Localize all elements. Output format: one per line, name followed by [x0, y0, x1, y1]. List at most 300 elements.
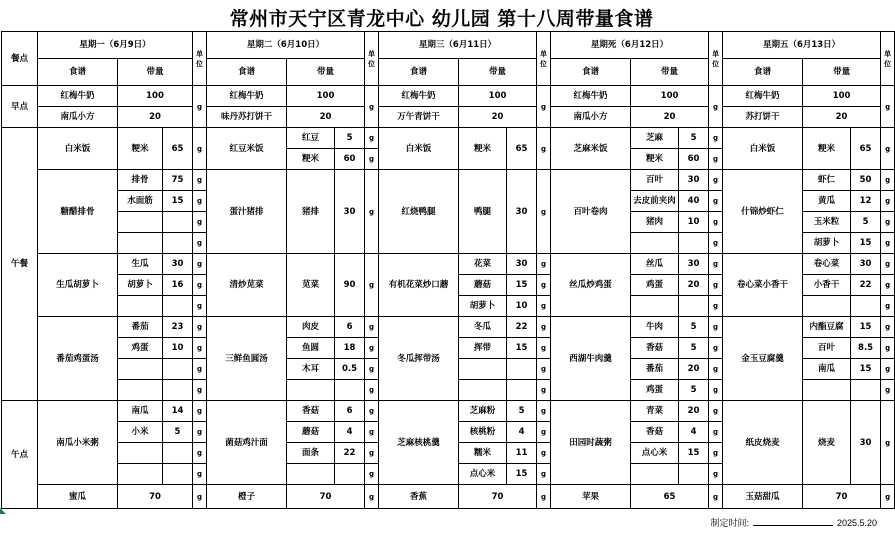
ingredient-name: 百叶 [631, 170, 679, 191]
unit-header: 单位 [881, 32, 895, 86]
ingredient-name: 花菜 [459, 254, 507, 275]
empty-cell [335, 464, 365, 485]
ingredient-name: 内酯豆腐 [803, 317, 851, 338]
ingredient-qty: 15 [163, 191, 193, 212]
ingredient-qty: 65 [507, 128, 537, 170]
morning-item: 苏打饼干 [723, 107, 803, 128]
ingredient-name: 猪排 [287, 170, 335, 254]
ingredient-name: 粳米 [118, 128, 163, 170]
empty-cell [851, 296, 881, 317]
dish-name: 菌菇鸡汁面 [207, 401, 287, 485]
unit-g: g [193, 254, 207, 275]
ingredient-name: 水面筋 [118, 191, 163, 212]
amount-header: 带量 [803, 59, 881, 86]
ingredient-qty: 8.5 [851, 338, 881, 359]
empty-cell [803, 380, 851, 401]
unit-g: g [193, 86, 207, 128]
morning-item: 南瓜小方 [38, 107, 118, 128]
unit-g: g [537, 170, 551, 254]
dish-name: 蛋汁猪排 [207, 170, 287, 254]
unit-g: g [537, 317, 551, 338]
unit-g: g [709, 128, 723, 149]
ingredient-name: 烧麦 [803, 401, 851, 485]
footer-underline [753, 525, 833, 526]
empty-cell [163, 233, 193, 254]
ingredient-qty: 60 [679, 149, 709, 170]
fruit-name: 玉菇甜瓜 [723, 485, 803, 509]
dish-name: 三鲜鱼圆汤 [207, 317, 287, 401]
amount-header: 带量 [459, 59, 537, 86]
empty-cell [631, 464, 679, 485]
unit-g: g [365, 443, 379, 464]
fruit-name: 苹果 [551, 485, 631, 509]
unit-g: g [537, 86, 551, 128]
unit-g: g [881, 275, 895, 296]
empty-cell [679, 296, 709, 317]
empty-cell [803, 296, 851, 317]
ingredient-qty: 15 [851, 359, 881, 380]
ingredient-name: 丝瓜 [631, 254, 679, 275]
unit-g: g [709, 380, 723, 401]
unit-g: g [193, 380, 207, 401]
ingredient-name: 冬瓜 [459, 317, 507, 338]
unit-g: g [365, 401, 379, 422]
unit-g: g [709, 401, 723, 422]
morning-amount: 20 [459, 107, 537, 128]
amount-header: 带量 [287, 59, 365, 86]
dish-name: 南瓜小米粥 [38, 401, 118, 485]
ingredient-name: 南瓜 [803, 359, 851, 380]
ingredient-name: 胡萝卜 [118, 275, 163, 296]
ingredient-qty: 6 [335, 401, 365, 422]
unit-g: g [537, 464, 551, 485]
fruit-name: 香蕉 [379, 485, 459, 509]
ingredient-name: 苋菜 [287, 254, 335, 317]
empty-cell [163, 380, 193, 401]
ingredient-qty: 22 [335, 443, 365, 464]
unit-g: g [193, 359, 207, 380]
ingredient-qty: 10 [507, 296, 537, 317]
ingredient-qty: 14 [163, 401, 193, 422]
unit-g: g [193, 485, 207, 509]
unit-g: g [709, 485, 723, 509]
dish-name: 番茄鸡蛋汤 [38, 317, 118, 401]
amount-header: 带量 [118, 59, 193, 86]
ingredient-name: 牛肉 [631, 317, 679, 338]
empty-cell [118, 233, 163, 254]
ingredient-qty: 22 [851, 275, 881, 296]
ingredient-name: 芝麻 [631, 128, 679, 149]
empty-cell [118, 359, 163, 380]
dish-name: 百叶卷肉 [551, 170, 631, 254]
unit-g: g [881, 380, 895, 401]
table-row [2, 317, 895, 338]
table-row [2, 170, 895, 191]
ingredient-name: 香菇 [631, 422, 679, 443]
morning-item: 红梅牛奶 [551, 86, 631, 107]
ingredient-name: 南瓜 [118, 401, 163, 422]
ingredient-name: 核桃粉 [459, 422, 507, 443]
ingredient-name: 卷心菜 [803, 254, 851, 275]
ingredient-name: 猪肉 [631, 212, 679, 233]
morning-item: 味丹苏打饼干 [207, 107, 287, 128]
sheet-corner-marker [0, 508, 6, 514]
unit-g: g [881, 254, 895, 275]
unit-g: g [193, 317, 207, 338]
empty-cell [507, 359, 537, 380]
ingredient-name: 去皮前夹肉 [631, 191, 679, 212]
fruit-qty: 70 [459, 485, 537, 509]
empty-cell [679, 464, 709, 485]
unit-header: 单位 [537, 32, 551, 86]
ingredient-qty: 4 [335, 422, 365, 443]
meal-label-afternoon: 午点 [2, 401, 38, 509]
ingredient-qty: 11 [507, 443, 537, 464]
ingredient-name: 粳米 [459, 128, 507, 170]
unit-g: g [537, 359, 551, 380]
unit-g: g [365, 380, 379, 401]
unit-g: g [881, 233, 895, 254]
empty-cell [459, 380, 507, 401]
recipe-header: 食谱 [38, 59, 118, 86]
fruit-qty: 70 [803, 485, 881, 509]
ingredient-qty: 40 [679, 191, 709, 212]
unit-g: g [193, 170, 207, 191]
ingredient-qty: 5 [507, 401, 537, 422]
unit-g: g [881, 86, 895, 128]
ingredient-qty: 30 [163, 254, 193, 275]
ingredient-qty: 5 [851, 212, 881, 233]
day-header: 星期二（6月10日） [207, 32, 365, 59]
unit-g: g [709, 317, 723, 338]
ingredient-qty: 75 [163, 170, 193, 191]
ingredient-name: 木耳 [287, 359, 335, 380]
unit-header: 单位 [709, 32, 723, 86]
unit-g: g [881, 485, 895, 509]
ingredient-name: 挥带 [459, 338, 507, 359]
ingredient-name: 胡萝卜 [803, 233, 851, 254]
day-header: 星期五（6月13日） [723, 32, 881, 59]
unit-g: g [193, 443, 207, 464]
ingredient-qty: 5 [679, 380, 709, 401]
ingredient-name: 番茄 [118, 317, 163, 338]
dish-name: 有机花菜炒口蘑 [379, 254, 459, 317]
ingredient-name: 鸡蛋 [118, 338, 163, 359]
ingredient-qty: 15 [851, 317, 881, 338]
unit-g: g [709, 191, 723, 212]
ingredient-qty: 5 [679, 317, 709, 338]
dish-name: 什锦炒虾仁 [723, 170, 803, 254]
unit-g: g [709, 359, 723, 380]
unit-g: g [537, 254, 551, 275]
footer [710, 516, 877, 529]
fruit-qty: 70 [118, 485, 193, 509]
ingredient-name: 排骨 [118, 170, 163, 191]
unit-g: g [365, 464, 379, 485]
ingredient-name: 青菜 [631, 401, 679, 422]
ingredient-qty: 10 [163, 338, 193, 359]
ingredient-name: 点心米 [459, 464, 507, 485]
ingredient-name: 粳米 [631, 149, 679, 170]
empty-cell [631, 296, 679, 317]
ingredient-qty: 20 [679, 401, 709, 422]
unit-g: g [193, 422, 207, 443]
ingredient-name: 胡萝卜 [459, 296, 507, 317]
ingredient-name: 小香干 [803, 275, 851, 296]
ingredient-name: 蘑菇 [459, 275, 507, 296]
unit-g: g [881, 338, 895, 359]
ingredient-name: 小米 [118, 422, 163, 443]
dish-name: 芝麻核桃羹 [379, 401, 459, 485]
table-row [2, 401, 895, 422]
unit-g: g [193, 296, 207, 317]
empty-cell [163, 464, 193, 485]
morning-amount: 100 [459, 86, 537, 107]
empty-cell [118, 380, 163, 401]
ingredient-qty: 12 [851, 191, 881, 212]
meal-label-morning: 早点 [2, 86, 38, 128]
ingredient-name: 番茄 [631, 359, 679, 380]
unit-g: g [193, 338, 207, 359]
day-header: 星期死（6月12日） [551, 32, 709, 59]
unit-g: g [537, 380, 551, 401]
ingredient-name: 黄瓜 [803, 191, 851, 212]
dish-name: 卷心菜小香干 [723, 254, 803, 317]
morning-item: 红梅牛奶 [38, 86, 118, 107]
empty-cell [631, 233, 679, 254]
dish-name: 红豆米饭 [207, 128, 287, 170]
ingredient-name: 鸡蛋 [631, 275, 679, 296]
empty-cell [118, 464, 163, 485]
unit-g: g [881, 296, 895, 317]
recipe-header: 食谱 [379, 59, 459, 86]
table-row [2, 86, 895, 107]
unit-g: g [709, 464, 723, 485]
recipe-header: 食谱 [207, 59, 287, 86]
ingredient-qty: 30 [851, 401, 881, 485]
ingredient-qty: 30 [507, 254, 537, 275]
table-row [2, 59, 895, 86]
unit-g: g [881, 170, 895, 191]
empty-cell [163, 359, 193, 380]
dish-name: 生瓜胡萝卜 [38, 254, 118, 317]
unit-g: g [881, 212, 895, 233]
unit-g: g [193, 233, 207, 254]
unit-g: g [193, 464, 207, 485]
unit-g: g [709, 233, 723, 254]
unit-g: g [537, 422, 551, 443]
morning-amount: 100 [287, 86, 365, 107]
meal-column-header: 餐点 [2, 32, 38, 86]
dish-name: 纸皮烧麦 [723, 401, 803, 485]
ingredient-qty: 18 [335, 338, 365, 359]
ingredient-name: 鱼圆 [287, 338, 335, 359]
empty-cell [118, 212, 163, 233]
morning-amount: 20 [803, 107, 881, 128]
dish-name: 田园时蔬粥 [551, 401, 631, 485]
ingredient-name: 粳米 [803, 128, 851, 170]
unit-g: g [709, 149, 723, 170]
unit-g: g [537, 401, 551, 422]
page-title: 常州市天宁区青龙中心 幼儿园 第十八周带量食谱 [229, 8, 654, 30]
empty-cell [118, 296, 163, 317]
dish-name: 红烧鸭腿 [379, 170, 459, 254]
recipe-header: 食谱 [551, 59, 631, 86]
unit-g: g [365, 359, 379, 380]
empty-cell [163, 443, 193, 464]
unit-g: g [537, 296, 551, 317]
ingredient-name: 点心米 [631, 443, 679, 464]
unit-g: g [537, 443, 551, 464]
ingredient-name: 鸭腿 [459, 170, 507, 254]
morning-item: 万午青饼干 [379, 107, 459, 128]
unit-g: g [709, 296, 723, 317]
unit-g: g [537, 485, 551, 509]
dish-name: 芝麻米饭 [551, 128, 631, 170]
ingredient-name: 肉皮 [287, 317, 335, 338]
unit-header: 单位 [365, 32, 379, 86]
ingredient-qty: 30 [335, 170, 365, 254]
morning-item: 红梅牛奶 [723, 86, 803, 107]
menu-table [1, 31, 895, 509]
unit-g: g [365, 149, 379, 170]
dish-name: 白米饭 [379, 128, 459, 170]
empty-cell [287, 380, 335, 401]
ingredient-name: 香菇 [631, 338, 679, 359]
dish-name: 白米饭 [38, 128, 118, 170]
amount-header: 带量 [631, 59, 709, 86]
unit-g: g [365, 86, 379, 128]
table-row [2, 32, 895, 59]
ingredient-name: 鸡蛋 [631, 380, 679, 401]
ingredient-qty: 15 [679, 443, 709, 464]
ingredient-qty: 10 [679, 212, 709, 233]
unit-g: g [193, 212, 207, 233]
ingredient-qty: 0.5 [335, 359, 365, 380]
morning-amount: 100 [631, 86, 709, 107]
empty-cell [851, 380, 881, 401]
unit-g: g [881, 128, 895, 170]
ingredient-qty: 30 [507, 170, 537, 254]
table-row [2, 485, 895, 509]
fruit-qty: 65 [631, 485, 709, 509]
fruit-qty: 70 [287, 485, 365, 509]
ingredient-qty: 5 [679, 128, 709, 149]
ingredient-name: 香菇 [287, 401, 335, 422]
footer-label: 制定时间: [710, 518, 749, 528]
unit-g: g [881, 191, 895, 212]
ingredient-qty: 30 [679, 170, 709, 191]
morning-item: 红梅牛奶 [379, 86, 459, 107]
ingredient-name: 面条 [287, 443, 335, 464]
dish-name: 糖醋排骨 [38, 170, 118, 254]
unit-g: g [365, 338, 379, 359]
ingredient-qty: 65 [851, 128, 881, 170]
ingredient-qty: 30 [851, 254, 881, 275]
unit-g: g [881, 317, 895, 338]
dish-name: 金玉豆腐羹 [723, 317, 803, 401]
table-row [2, 254, 895, 275]
morning-amount: 100 [118, 86, 193, 107]
empty-cell [287, 464, 335, 485]
ingredient-qty: 6 [335, 317, 365, 338]
recipe-header: 食谱 [723, 59, 803, 86]
morning-amount: 20 [118, 107, 193, 128]
unit-g: g [365, 128, 379, 149]
table-row [2, 107, 895, 128]
dish-name: 冬瓜挥带汤 [379, 317, 459, 401]
empty-cell [335, 380, 365, 401]
ingredient-qty: 50 [851, 170, 881, 191]
fruit-name: 橙子 [207, 485, 287, 509]
empty-cell [459, 359, 507, 380]
footer-date: 2025.5.20 [836, 518, 877, 528]
ingredient-qty: 22 [507, 317, 537, 338]
unit-g: g [365, 170, 379, 254]
ingredient-qty: 30 [679, 254, 709, 275]
ingredient-qty: 15 [507, 338, 537, 359]
ingredient-name: 芝麻粉 [459, 401, 507, 422]
morning-amount: 100 [803, 86, 881, 107]
unit-g: g [709, 275, 723, 296]
ingredient-qty: 5 [679, 338, 709, 359]
day-header: 星期一（6月9日） [38, 32, 193, 59]
ingredient-name: 百叶 [803, 338, 851, 359]
ingredient-name: 糯米 [459, 443, 507, 464]
unit-g: g [709, 422, 723, 443]
morning-amount: 20 [287, 107, 365, 128]
unit-g: g [365, 254, 379, 317]
unit-g: g [193, 275, 207, 296]
ingredient-qty: 23 [163, 317, 193, 338]
dish-name: 清炒苋菜 [207, 254, 287, 317]
ingredient-qty: 16 [163, 275, 193, 296]
empty-cell [163, 296, 193, 317]
morning-item: 红梅牛奶 [207, 86, 287, 107]
ingredient-name: 粳米 [287, 149, 335, 170]
ingredient-qty: 15 [507, 275, 537, 296]
ingredient-qty: 60 [335, 149, 365, 170]
unit-g: g [881, 401, 895, 485]
empty-cell [118, 443, 163, 464]
empty-cell [679, 233, 709, 254]
unit-g: g [193, 191, 207, 212]
unit-g: g [709, 338, 723, 359]
unit-g: g [881, 359, 895, 380]
ingredient-qty: 4 [679, 422, 709, 443]
dish-name: 白米饭 [723, 128, 803, 170]
morning-amount: 20 [631, 107, 709, 128]
ingredient-qty: 5 [335, 128, 365, 149]
ingredient-name: 生瓜 [118, 254, 163, 275]
dish-name: 丝瓜炒鸡蛋 [551, 254, 631, 317]
ingredient-name: 玉米粒 [803, 212, 851, 233]
ingredient-qty: 20 [679, 359, 709, 380]
unit-header: 单位 [193, 32, 207, 86]
empty-cell [507, 380, 537, 401]
unit-g: g [709, 170, 723, 191]
ingredient-name: 红豆 [287, 128, 335, 149]
unit-g: g [365, 422, 379, 443]
unit-g: g [193, 401, 207, 422]
ingredient-qty: 65 [163, 128, 193, 170]
unit-g: g [709, 254, 723, 275]
unit-g: g [709, 212, 723, 233]
unit-g: g [537, 338, 551, 359]
unit-g: g [537, 128, 551, 170]
unit-g: g [709, 443, 723, 464]
empty-cell [163, 212, 193, 233]
